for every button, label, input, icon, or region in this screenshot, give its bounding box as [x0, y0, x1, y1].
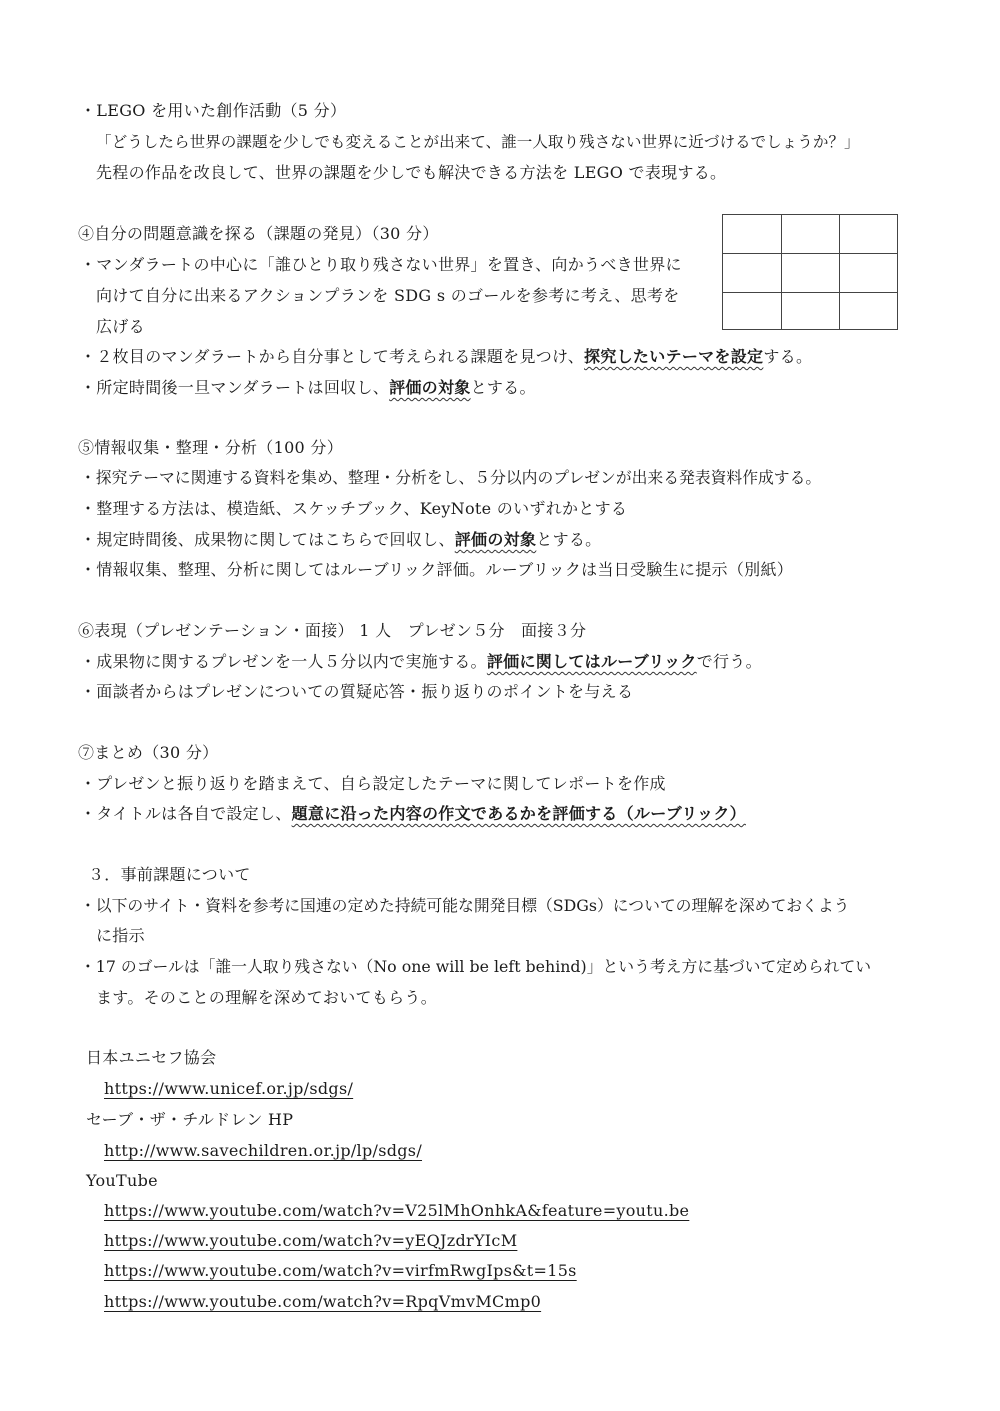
section3-heading: ３．事前課題について — [88, 865, 251, 884]
section4-heading: ④自分の問題意識を探る（課題の発見）（30 分） — [78, 224, 439, 243]
youtube-link-row — [104, 1260, 577, 1282]
emphasis-text: 題意に沿った内容の作文であるかを評価する（ルーブリック） — [291, 804, 746, 823]
section5-bullet3 — [80, 529, 601, 551]
unicef-link-row — [104, 1078, 353, 1100]
section6-bullet1 — [80, 651, 762, 673]
youtube-link-row — [104, 1200, 689, 1222]
youtube-link-row — [104, 1230, 517, 1252]
section7-bullet1: ・プレゼンと振り返りを踏まえて、自ら設定したテーマに関してレポートを作成 — [80, 774, 666, 793]
section7-heading: ⑦まとめ（30 分） — [78, 743, 219, 762]
bullet-text: とする。 — [470, 378, 536, 397]
section5-heading: ⑤情報収集・整理・分析（100 分） — [78, 438, 344, 457]
bullet-text: ・２枚目のマンダラートから自分事として考えられる課題を見つけ、 — [80, 347, 585, 366]
emphasis-text: 探究したいテーマを設定 — [584, 347, 764, 366]
bullet-text: ・所定時間後一旦マンダラートは回収し、 — [80, 378, 390, 397]
emphasis-text: 評価の対象 — [454, 530, 537, 549]
savechildren-label: セーブ・ザ・チルドレン HP — [86, 1110, 294, 1129]
unicef-link[interactable]: https://www.unicef.or.jp/sdgs/ — [104, 1079, 354, 1098]
lego-title: ・LEGO を用いた創作活動（5 分） — [80, 101, 347, 120]
section5-bullet4: ・情報収集、整理、分析に関してはルーブリック評価。ルーブリックは当日受験生に提示（別紙） — [80, 560, 794, 579]
bullet-text: ・タイトルは各自で設定し、 — [80, 804, 292, 823]
section6-bullet2: ・面談者からはプレゼンについての質疑応答・振り返りのポイントを与える — [80, 682, 634, 701]
section4-line1: ・マンダラートの中心に「誰ひとり取り残さない世界」を置き、向かうべき世界に — [80, 255, 682, 274]
mandalart-grid — [722, 214, 898, 330]
youtube-link-2[interactable]: https://www.youtube.com/watch?v=yEQJzdrYIcM — [104, 1231, 518, 1250]
emphasis-text: 評価に関してはルーブリック — [486, 652, 697, 671]
youtube-link-3[interactable]: https://www.youtube.com/watch?v=virfmRwgIps&t=15s — [104, 1261, 577, 1280]
bullet-text: する。 — [763, 347, 813, 366]
youtube-label: YouTube — [86, 1171, 158, 1190]
section4-bullet3 — [80, 377, 536, 399]
unicef-label: 日本ユニセフ協会 — [86, 1048, 217, 1067]
section4-line2: 向けて自分に出来るアクションプランを SDG s のゴールを参考に考え、思考を — [96, 286, 680, 305]
emphasis-text: 評価の対象 — [389, 378, 471, 397]
youtube-link-1[interactable]: https://www.youtube.com/watch?v=V25lMhOnhkA&feature=youtu.be — [104, 1201, 690, 1220]
savechildren-link[interactable]: http://www.savechildren.or.jp/lp/sdgs/ — [104, 1141, 423, 1160]
section4-line3: 広げる — [96, 317, 145, 336]
youtube-link-row — [104, 1291, 541, 1313]
bullet-text: とする。 — [536, 530, 602, 549]
section3-bullet2-line2: ます。そのことの理解を深めておいてもらう。 — [96, 988, 438, 1007]
lego-question: 「どうしたら世界の課題を少しでも変えることが出来て、誰一人取り残さない世界に近づけるでしょうか？」 — [96, 133, 860, 151]
section3-bullet1-line2: に指示 — [96, 926, 145, 945]
section3-bullet1-line1: ・以下のサイト・資料を参考に国連の定めた持続可能な開発目標（SDGs）についての理解を深めておくよう — [80, 896, 850, 915]
section6-heading: ⑥表現（プレゼンテーション・面接） 1 人 プレゼン５分 面接３分 — [78, 621, 587, 640]
savechildren-link-row — [104, 1140, 422, 1162]
lego-task: 先程の作品を改良して、世界の課題を少しでも解決できる方法を LEGO で表現する。 — [96, 163, 727, 182]
bullet-text: で行う。 — [696, 652, 762, 671]
section5-bullet1: ・探究テーマに関連する資料を集め、整理・分析をし、５分以内のプレゼンが出来る発表資料作成する。 — [80, 468, 822, 487]
section4-bullet2 — [80, 346, 812, 368]
bullet-text: ・成果物に関するプレゼンを一人５分以内で実施する。 — [80, 652, 487, 671]
youtube-link-4[interactable]: https://www.youtube.com/watch?v=RpqVmvMCmp0 — [104, 1292, 542, 1311]
section3-bullet2-line1: ・17 のゴールは「誰一人取り残さない（No one will be left behind)」という考え方に基づいて定められてい — [80, 957, 872, 976]
section5-bullet2: ・整理する方法は、模造紙、スケッチブック、KeyNote のいずれかとする — [80, 499, 628, 518]
section7-bullet2 — [80, 803, 746, 825]
bullet-text: ・規定時間後、成果物に関してはこちらで回収し、 — [80, 530, 455, 549]
